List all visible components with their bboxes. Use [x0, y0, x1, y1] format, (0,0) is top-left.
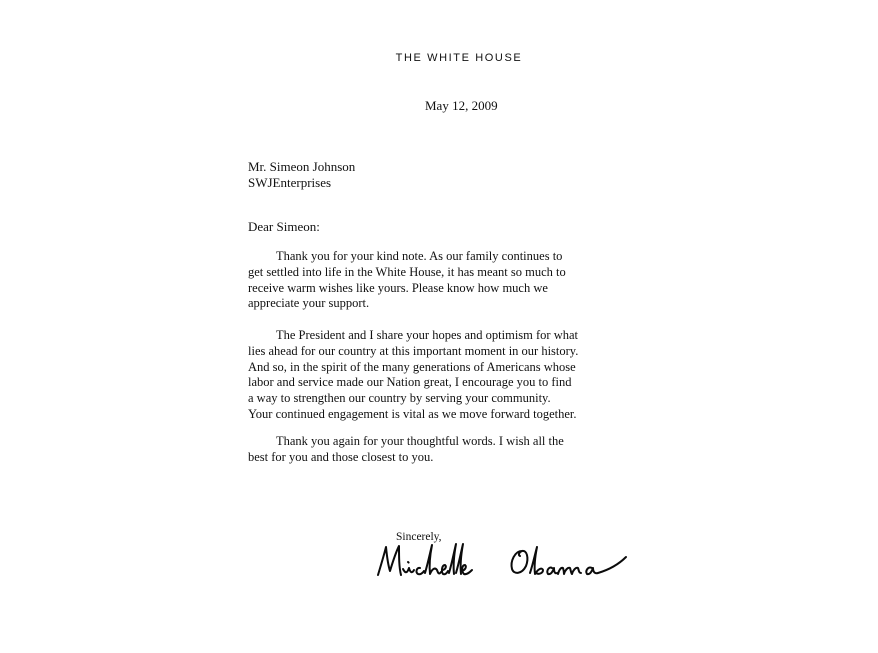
paragraph-line: And so, in the spirit of the many generations of Americans whose	[248, 359, 576, 374]
paragraph-line: Thank you again for your thoughtful words. I wish all the	[276, 434, 564, 448]
body-paragraph-3	[248, 434, 610, 466]
handwritten-signature	[372, 537, 632, 587]
letterhead: THE WHITE HOUSE	[395, 52, 523, 64]
body-paragraph-2	[248, 328, 610, 423]
body-paragraph-1	[248, 249, 610, 312]
paragraph-line: Thank you for your kind note. As our family continues to	[276, 249, 563, 263]
recipient-name: Mr. Simeon Johnson	[248, 159, 356, 174]
recipient-address	[248, 159, 355, 191]
paragraph-line: best for you and those closest to you.	[248, 449, 434, 464]
paragraph-line: lies ahead for our country at this important moment in our history.	[248, 343, 579, 358]
paragraph-line: The President and I share your hopes and optimism for what	[276, 328, 579, 342]
paragraph-line: labor and service made our Nation great, I encourage you to find	[248, 375, 572, 390]
paragraph-line: receive warm wishes like yours. Please know how much we	[248, 280, 548, 295]
paragraph-line: get settled into life in the White House, it has meant so much to	[248, 264, 566, 279]
letter-date: May 12, 2009	[425, 98, 498, 113]
recipient-company: SWJEnterprises	[248, 175, 332, 190]
paragraph-line: appreciate your support.	[248, 296, 370, 311]
paragraph-line: Your continued engagement is vital as we move forward together.	[248, 406, 577, 421]
closing: Sincerely,	[396, 531, 442, 543]
salutation: Dear Simeon:	[248, 219, 320, 234]
paragraph-line: a way to strengthen our country by serving your community.	[248, 391, 551, 406]
